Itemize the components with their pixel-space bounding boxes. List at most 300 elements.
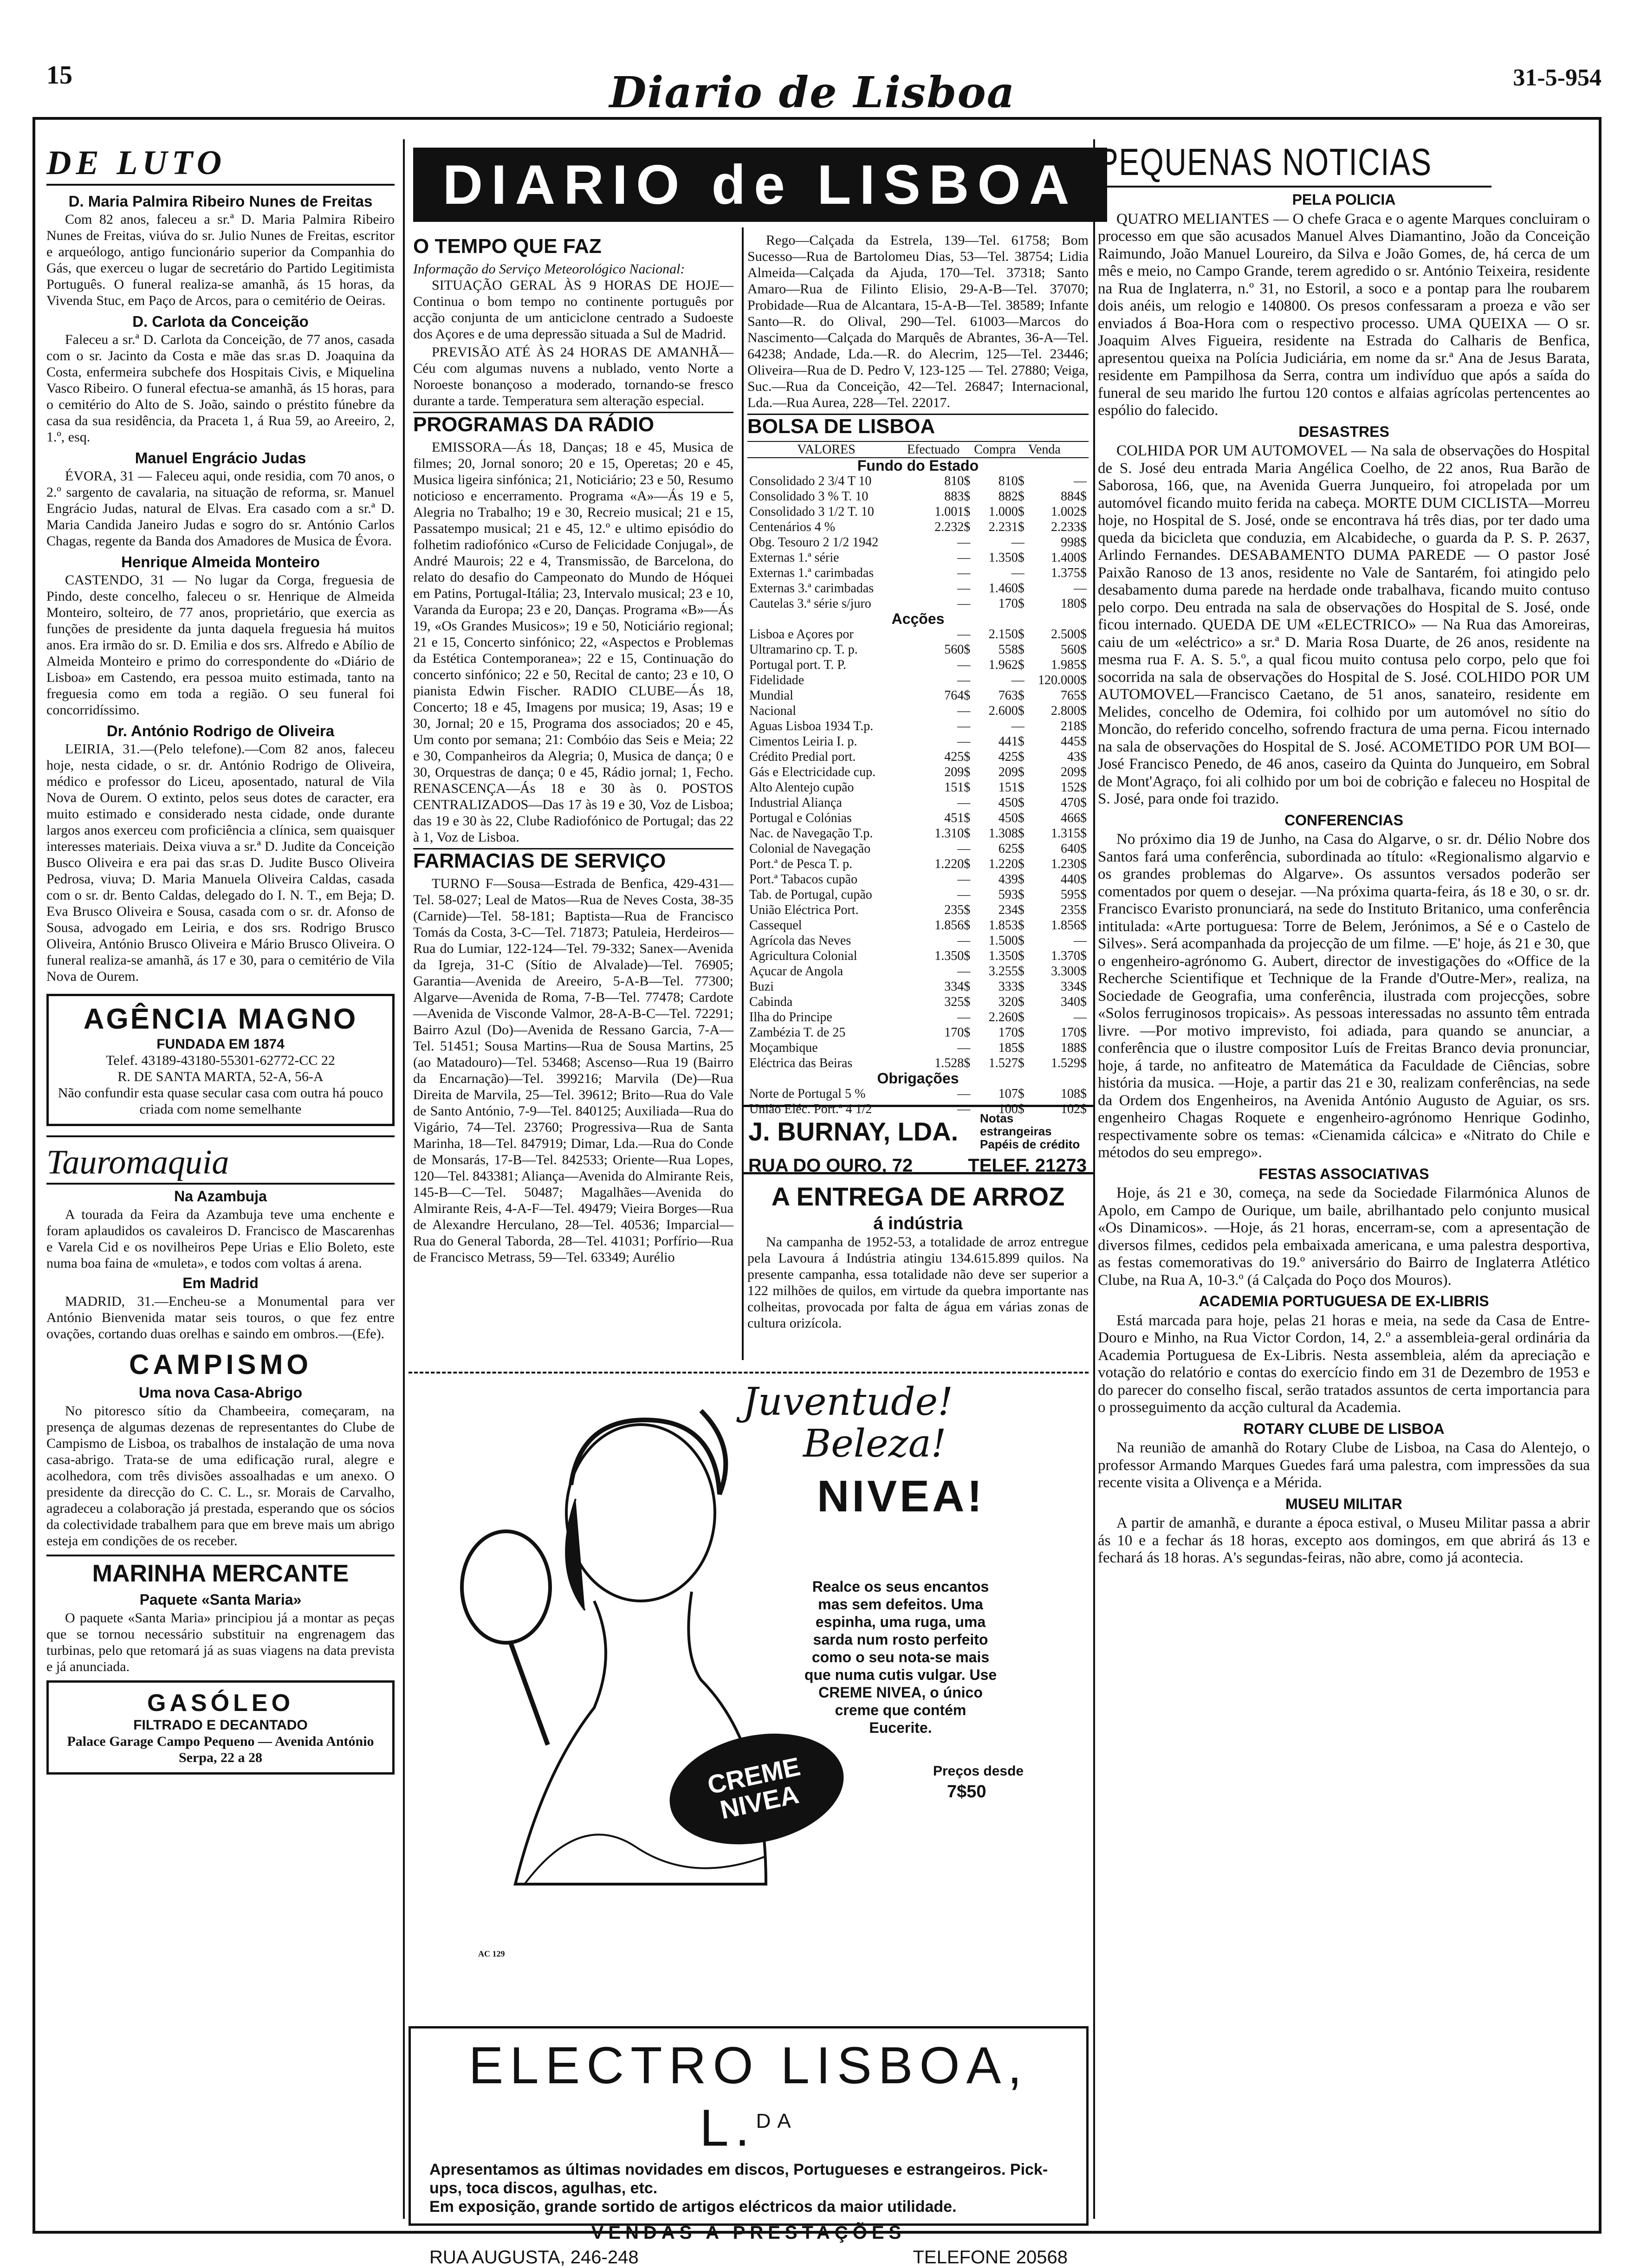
section-heading: PEQUENAS NOTICIAS (1098, 139, 1491, 188)
price-cell: 2.500$ (1051, 627, 1087, 642)
table-row (747, 1010, 1089, 1025)
price-cell: — (957, 872, 971, 887)
article-text: No próximo dia 19 de Junho, na Casa do Algarve, o sr. dr. Délio Nobre dos Santos fará uma conferência, subordinada ao título: «Regionalismo algarvio e os grandes problemas do Algarve». Os assuntos versados poderão ser comentados por quem o desejar. —Na próxima quarta-feira, ás 18 e 30, o sr. dr. Francisco Evaristo pronunciará, na sede do Instituto Britanico, uma conferência intitulada: «Arte portuguesa: Torre de Belem, Jerónimos, a Sé e o Castelo de Silves». Será acompanhada da projecção de um filme. —E' hoje, ás 21 e 30, que o engenheiro-agrónomo G. Aubert, director de investigações do «Office de la Recherche Scientifique et Technique de la Frande d'Outre-Mer», realiza, na Sociedade de Geografia, uma conferência, ilustrada com projecções, sobre «Solos ferruginosos tropicais». As pessoas interessadas no assunto têm entrada livre. —Por motivo imprevisto, foi adiada, para quando se anunciar, a conferência que o ilustre compositor Luís de Freitas Branco devia pronunciar, hoje, á tarde, no anfiteatro de Matemática da Faculdade de Ciências, sobre história da musica. —Hoje, a partir das 21 e 30, realizam conferências, na sede da Ordem dos Engenheiros, na Avenida António Augusto de Aguiar, os srs. engenheiro Chagas Roquete e engenheiro-agrónomo Henrique Godinho, respectivamente sobre os temas: «Cienamida cálcica» e «Nitrato do Chile e métodos do seu emprego». (1098, 831, 1590, 1161)
bolsa-table (747, 441, 1089, 1117)
price-cell: 1.350$ (988, 551, 1024, 565)
table-row (747, 489, 1089, 504)
column-bolsa (747, 232, 1089, 1117)
price-cell: — (957, 1087, 971, 1101)
article-text: Está marcada para hoje, pelas 21 horas e meia, na sede da Casa de Entre-Douro e Minho, na Rua Victor Cordon, 14, 2.º a assembleia-geral ordinária da Academia Portuguesa de Ex-Libris. Nesta assembleia, além da apreciação e votação do relatório e contas do exercício findo em 31 de Dezembro de 1953 e do parecer do conselho fiscal, serão tratados assuntos de certa importancia para o prosseguimento da acção cultural da Academia. (1098, 1312, 1590, 1416)
article-text: O paquete «Santa Maria» principiou já a montar as peças que se tornou necessário substituir na engrenagem das turbinas, pelo que retomará já as suas viagens na data prevista e já anunciada. (46, 1610, 395, 1674)
price-cell: 439$ (998, 872, 1024, 887)
table-row (747, 719, 1089, 734)
table-row (747, 749, 1089, 765)
price-cell: 151$ (944, 780, 971, 795)
column-header: VALORES (797, 442, 856, 457)
table-row (747, 1086, 1089, 1102)
bolsa-group-header (747, 458, 1089, 473)
security-name: Crédito Predial port. (749, 750, 856, 764)
price-cell: 1.460$ (988, 581, 1024, 596)
security-name: Cimentos Leiria I. p. (749, 734, 857, 749)
price-cell: 2.600$ (988, 704, 1024, 718)
price-cell: 235$ (944, 903, 971, 917)
price-cell: — (957, 1010, 971, 1024)
obituary-name: Manuel Engrácio Judas (135, 449, 306, 467)
burnay-ad (742, 1105, 1093, 1174)
price-cell: 450$ (998, 811, 1024, 825)
obituary-text: Faleceu a sr.ª D. Carlota da Conceição, de 77 anos, casada com o sr. Jacinto da Costa e mãe das sr.as D. Joaquina da Costa, enfermeira subchefe dos Hospitais Civis, e Miquelina Vasco Ribeiro. O funeral efectua-se amanhã, ás 15 horas, para o cemitério do Alto de S. João, saindo o préstito fúnebre da casa da sua residência, da Praceta 1, á Rua 59, ao Areeiro, 2, 1.º, esq. (46, 332, 395, 445)
obituary-text: LEIRIA, 31.—(Pelo telefone).—Com 82 anos, faleceu hoje, nesta cidade, o sr. dr. António Rodrigo de Oliveira, médico e professor do Liceu, aposentado, natural de Vila Nova de Ourem. O extinto, pelos seus dotes de caracter, era muito estimado e considerado nesta cidade, onde durante largos anos exerceu com proficiência a clínica, sem quaisquer interesses materiais. Deixa viuva a sr.ª D. Judite da Conceição Busco Oliveira e era pai das sr.as D. Judite Busco Oliveira Pedrosa, viuva; D. Maria Manuela Oliveira Caldas, casada com o sr. dr. Bento Caldas, delegado do I. N. T., em Beja; D. Eva Brusco Oliveira e Sousa, casada com o sr. dr. Afonso de Sousa, advogado em Leiria, e dos srs. Rodrigo Brusco Oliveira, António Brusco Oliveira e Mário Brusco Oliveira. O funeral realiza-se amanhã, ás 17 e 30, para o cemitério de Vila Nova de Ourem. (46, 741, 395, 984)
obituary-text: CASTENDO, 31 — No lugar da Corga, freguesia de Pindo, deste concelho, faleceu o sr. Henrique de Almeida Monteiro, solteiro, de 77 anos, proprietário, que exercia as funções de presidente da junta daquela freguesia há muitos anos. Era irmão do sr. D. Emilia e dos srs. Alfredo e Abílio de Almeida Monteiro e primo do correspondente do «Diário de Lisboa» em Castendo, era pessoa muito estimada, tanto na freguesia como em toda a região. O seu funeral foi concorridíssimo. (46, 572, 395, 718)
price-cell: 1.350$ (988, 949, 1024, 963)
subheading: á indústria (873, 1214, 963, 1233)
security-name: Colonial de Navegação (749, 842, 871, 856)
section-heading: CAMPISMO (129, 1349, 312, 1380)
price-cell: 765$ (1061, 688, 1087, 703)
article-text: No pitoresco sítio da Chambeeira, começaram, na presença de algumas dezenas de representantes do Clube de Campismo de Lisboa, os trabalhos de instalação de uma nova casa-abrigo. Trata-se de uma edificação rural, alegre e acolhedora, com três divisões assoalhadas e um anexo. O presidente da direcção do C. C. L., sr. Morais de Carvalho, agradeceu a colaboração já prestada, esperando que os sócios da colectividade trabalhem para que em breve mais um abrigo esteja em condições de os receber. (46, 1403, 395, 1549)
article-text: A partir de amanhã, e durante a época estival, o Museu Militar passa a abrir ás 10 e a fechar ás 18 horas, excepto aos domingos, em que abrirá ás 13 e fechará ás 18 horas. A's segundas-feiras, não abre, como já acontecia. (1098, 1515, 1590, 1566)
security-name: Mundial (749, 688, 793, 703)
price-cell: 1.529$ (1051, 1056, 1087, 1070)
price-cell: 180$ (1061, 596, 1087, 611)
issue-date: 31-5-954 (1513, 65, 1602, 91)
security-name: Nacional (749, 704, 797, 718)
obituary-name: Dr. António Rodrigo de Oliveira (106, 722, 335, 739)
column-tempo-radio (413, 232, 733, 1267)
subheading: FESTAS ASSOCIATIVAS (1258, 1165, 1429, 1182)
price-cell: 1.962$ (988, 658, 1024, 672)
price-cell: — (1074, 933, 1087, 948)
price-cell: — (957, 796, 971, 810)
price-cell: 595$ (1061, 888, 1087, 902)
security-name: Fidelidade (749, 673, 804, 687)
price-cell: 1.308$ (988, 826, 1024, 841)
table-row (747, 964, 1089, 979)
security-name: Portugal port. T. P. (749, 658, 846, 672)
tempo-source: Informação do Serviço Meteorológico Nacional: (413, 261, 685, 277)
security-name: Buzi (749, 979, 774, 994)
ad-slogan: Juventude! (743, 1380, 953, 1424)
price-cell: — (957, 566, 971, 580)
article-text: TURNO F—Sousa—Estrada de Benfica, 429-431—Tel. 58-027; Leal de Matos—Rua de Neves Costa, 38-35 (Carnide)—Tel. 58-181; Baptista—Rua de Francisco Tomás da Costa, 3-C—Tel. 71873; Patuleia, Herdeiros—Rua do Lumiar, 122-124—Tel. 79-332; Sanex—Avenida da Igreja, 31-C (Sítio de Alvalade)—Tel. 76905; Garantia—Avenida de Areeiro, 5-A-B—Tel. 77300; Algarve—Avenida de Roma, 7-B—Tel. 77478; Cardote—Avenida de Visconde Valmor, 28-A-B-C—Tel. 72291; Bairro Azul (Do)—Avenida de Ressano Garcia, 7-A—Tel. 51451; Sousa Martins—Rua de Sousa Martins, 25 (ao Matadouro)—Tel. 53468; Ascenso—Rua 19 (Bairro da Encarnação)—Tel. 399216; Marvila (De)—Rua Direita de Marvila, 25—Tel. 39612; Brito—Rua do Vale de Santo António, 7-9—Tel. 840125; Auxiliada—Rua do Vigário, 74—Tel. 23760; Progressiva—Rua de Santa Marinha, 18—Tel. 847919; Dimar, Lda.—Rua do Conde de Monsarás, 17-B—Tel. 842533; Oriente—Rua Lopes, 120—Tel. 843381; Aliança—Avenida do Almirante Reis, 145-B—C—Tel. 50487; Magalhães—Avenida do Almirante Reis, 4-A-F—Tel. 49479; Vieira Borges—Rua de Alexandre Herculano, 28—Tel. 40536; Imparcial—Rua do General Taborda, 28—Tel. 41031; Porfírio—Rua de Francisco Metrass, 59—Tel. 63349; Aurélio (413, 876, 733, 1265)
security-name: Consolidado 3 % T. 10 (749, 489, 869, 504)
price-cell: 2.231$ (988, 520, 1024, 534)
security-name: Port.ª Tabacos cupão (749, 872, 858, 887)
security-name: Moçambique (749, 1041, 818, 1055)
price-cell: 170$ (1061, 1025, 1087, 1040)
price-cell: — (1011, 673, 1024, 687)
price-cell: — (1011, 535, 1024, 550)
price-cell: 234$ (998, 903, 1024, 917)
obituary-name: D. Maria Palmira Ribeiro Nunes de Freitas (68, 193, 373, 210)
group-title: Obrigações (877, 1070, 959, 1087)
price-cell: 1.370$ (1051, 949, 1087, 963)
price-cell: 1.315$ (1051, 826, 1087, 841)
price-cell: 100$ (998, 1102, 1024, 1116)
subheading: Em Madrid (182, 1275, 259, 1291)
security-name: Zambézia T. de 25 (749, 1025, 846, 1040)
article-text: SITUAÇÃO GERAL ÀS 9 HORAS DE HOJE—Continua o bom tempo no continente português por acção conjunta de um anticiclone centrado a Sudoeste dos Açores e de uma depressão situada a Sul de Madrid. (413, 278, 733, 342)
ad-phone: Telef. 43189-43180-55301-62772-CC 22 (106, 1053, 335, 1068)
table-row (747, 642, 1089, 657)
table-row (747, 902, 1089, 918)
price-cell: — (957, 719, 971, 733)
bolsa-group-header (747, 1071, 1089, 1086)
price-cell: — (1011, 566, 1024, 580)
ad-slogan: VENDAS A PRESTAÇÕES (591, 2223, 906, 2243)
security-name: Eléctrica das Beiras (749, 1056, 853, 1070)
divider (46, 1135, 395, 1137)
price-cell: 1.220$ (988, 857, 1024, 871)
agencia-magno-ad (46, 994, 395, 1126)
price-cell: 170$ (998, 596, 1024, 611)
price-cell: 593$ (998, 888, 1024, 902)
ad-phone: TELEFONE 20568 (913, 2247, 1068, 2268)
table-row (747, 519, 1089, 535)
ad-title: J. BURNAY, LDA. (748, 1116, 959, 1146)
price-cell: 451$ (944, 811, 971, 825)
article-text: Na reunião de amanhã do Rotary Clube de Lisboa, na Casa do Alentejo, o professor Armando Marques Guedes fará uma palestra, com impressões da sua recente visita a Olivença e a Mérida. (1098, 1439, 1590, 1491)
security-name: União Eléctrica Port. (749, 903, 859, 917)
security-name: Nac. de Navegação T.p. (749, 826, 873, 841)
table-row (747, 780, 1089, 795)
price-cell: 108$ (1061, 1087, 1087, 1101)
subheading: ROTARY CLUBE DE LISBOA (1243, 1420, 1445, 1437)
section-heading: Tauromaquia (46, 1142, 395, 1185)
electro-lisboa-ad (408, 2026, 1089, 2268)
security-name: Cabinda (749, 995, 793, 1009)
table-row (747, 826, 1089, 841)
ad-title: AGÊNCIA MAGNO (83, 1003, 358, 1035)
price-cell: 450$ (998, 796, 1024, 810)
woman-illustration (441, 1392, 794, 2019)
price-cell: 2.800$ (1051, 704, 1087, 718)
subheading: Uma nova Casa-Abrigo (138, 1384, 303, 1401)
price-cell: 209$ (998, 765, 1024, 779)
subheading: DESASTRES (1298, 423, 1389, 440)
price-cell: — (957, 1041, 971, 1055)
subheading: MUSEU MILITAR (1285, 1495, 1402, 1512)
price-cell: 1.220$ (934, 857, 971, 871)
ad-note: Não confundir esta quase secular casa com outra há pouco criada com nome semelhante (58, 1085, 383, 1117)
price-cell: — (1074, 1010, 1087, 1024)
security-name: Cautelas 3.ª série s/juro (749, 596, 871, 611)
table-row (747, 504, 1089, 519)
table-row (747, 565, 1089, 581)
group-title: Acções (891, 610, 945, 627)
price-cell: 440$ (1061, 872, 1087, 887)
price-cell: 3.255$ (988, 964, 1024, 978)
table-row (747, 979, 1089, 994)
page-number: 15 (46, 61, 72, 90)
security-name: Açucar de Angola (749, 964, 843, 978)
column-rule (742, 227, 744, 1360)
security-name: Externas 1.ª carimbadas (749, 566, 874, 580)
price-cell: 470$ (1061, 796, 1087, 810)
security-name: Consolidado 3 1/2 T. 10 (749, 505, 874, 519)
price-cell: — (1011, 719, 1024, 733)
arroz-article (747, 1181, 1089, 1333)
price-cell: 120.000$ (1038, 673, 1087, 687)
ad-code: AC 129 (478, 1949, 505, 1958)
security-name: Alto Alentejo cupão (749, 780, 854, 795)
table-row (747, 765, 1089, 780)
section-heading: FARMACIAS DE SERVIÇO (413, 848, 733, 873)
price-cell: 170$ (998, 1025, 1024, 1040)
ad-tagline: Notas estrangeiras Papéis de crédito (980, 1111, 1080, 1151)
security-name: Agricultura Colonial (749, 949, 857, 963)
price-cell: — (1074, 581, 1087, 596)
security-name: Industrial Aliança (749, 796, 842, 810)
price-cell: 235$ (1061, 903, 1087, 917)
security-name: Obg. Tesouro 2 1/2 1942 (749, 535, 879, 550)
table-row (747, 795, 1089, 810)
price-cell: 1.985$ (1051, 658, 1087, 672)
price-cell: 209$ (944, 765, 971, 779)
price-cell: 558$ (998, 642, 1024, 657)
ad-copy: Apresentamos as últimas novidades em discos, Portugueses e estrangeiros. Pick-ups, toca discos, agulhas, etc. (429, 2161, 1048, 2197)
section-heading: DE LUTO (46, 142, 395, 186)
column-header: Venda (1028, 442, 1061, 457)
price-cell: 441$ (998, 734, 1024, 749)
security-name: Aguas Lisboa 1934 T.p. (749, 719, 874, 733)
price-cell: 2.232$ (934, 520, 971, 534)
price-cell: 1.001$ (934, 505, 971, 519)
price-cell: 334$ (1061, 979, 1087, 994)
subheading: CONFERENCIAS (1284, 811, 1403, 829)
price-cell: 1.000$ (988, 505, 1024, 519)
price-cell: 1.853$ (988, 918, 1024, 933)
price-cell: 560$ (944, 642, 971, 657)
column-de-luto (46, 139, 395, 1784)
price-cell: 810$ (998, 474, 1024, 488)
price-cell: — (1074, 474, 1087, 488)
subheading: PELA POLICIA (1292, 191, 1396, 208)
ad-subtitle: FUNDADA EM 1874 (156, 1037, 285, 1052)
section-heading: BOLSA DE LISBOA (747, 414, 1089, 438)
price-cell: 425$ (998, 750, 1024, 764)
price-cell: 1.310$ (934, 826, 971, 841)
price-cell: 640$ (1061, 842, 1087, 856)
price-cell: 218$ (1061, 719, 1087, 733)
column-rule (1093, 139, 1095, 2219)
price-cell: 810$ (944, 474, 971, 488)
price-cell: 320$ (998, 995, 1024, 1009)
article-text: Rego—Calçada da Estrela, 139—Tel. 61758; Bom Sucesso—Rua de Bartolomeu Dias, 53—Tel. 38754; Lidia Almeida—Calçada da Ajuda, 170—Tel. 37318; Santo Amaro—Rua de Filinto Elisio, 29-A-B—Tel. 37070; Probidade—Rua de Alcantara, 15-A-B—Tel. 38589; Infante Santo—R. do Olival, 290—Tel. 61003—Marcos do Nascimento—Calçada do Marquês de Abrantes, 36-A—Tel. 64238; Andade, Lda.—R. do Alecrim, 125—Tel. 23446; Oliveira—Rua de D. Pedro V, 123-125 — Tel. 27880; Veiga, Suc.—Rua da Conceição, 42—Tel. 26847; Internacional, Lda.—Rua Aurea, 228—Tel. 22017. (747, 233, 1089, 410)
security-name: Externas 1.ª série (749, 551, 839, 565)
table-row (747, 933, 1089, 948)
ad-address: Palace Garage Campo Pequeno — Avenida António Serpa, 22 a 28 (67, 1734, 374, 1765)
obituary-name: D. Carlota da Conceição (132, 313, 309, 330)
table-row (747, 703, 1089, 719)
price-cell: 340$ (1061, 995, 1087, 1009)
security-name: Portugal e Colónias (749, 811, 852, 825)
obituary-text: Com 82 anos, faleceu a sr.ª D. Maria Palmira Ribeiro Nunes de Freitas, viúva do sr. Julio Nunes de Freitas, escritor e arqueólogo, antigo funcionário superior da Companhia do Gás, que exerceu o lugar de secretário do Partido Legitimista Português. O funeral realiza-se amanhã, ás 15 horas, da Vivenda Stuc, em Paço de Arcos, para o cemitério de Oeiras. (46, 212, 395, 308)
price-cell: 1.527$ (988, 1056, 1024, 1070)
table-row (747, 581, 1089, 596)
ad-title: GASÓLEO (147, 1690, 294, 1717)
section-heading: A ENTREGA DE ARROZ (771, 1182, 1065, 1211)
obituary-name: Henrique Almeida Monteiro (121, 553, 320, 570)
price-cell: 2.260$ (988, 1010, 1024, 1024)
article-text: MADRID, 31.—Encheu-se a Monumental para ver António Bienvenida matar seis touros, o que fez entre ovações, cortando duas orelhas e saindo em ombros.—(Efe). (46, 1294, 395, 1341)
bolsa-body (747, 458, 1089, 1117)
price-cell: 3.300$ (1051, 964, 1087, 978)
price-cell: 1.400$ (1051, 551, 1087, 565)
security-name: Externas 3.ª carimbadas (749, 581, 874, 596)
ad-phone: TELEF. 21273 (968, 1155, 1087, 1176)
table-row (747, 657, 1089, 673)
price-cell: 1.856$ (1051, 918, 1087, 933)
table-row (747, 948, 1089, 964)
table-row (747, 688, 1089, 703)
nivea-ad (408, 1372, 1089, 2022)
article-text: A tourada da Feira da Azambuja teve uma enchente e foram aplaudidos os cavaleiros D. Francisco de Mascarenhas e Varela Cid e os novilheiros Pepe Urias e Elio Boleto, este numa boa faina de «muleta», e todos com voltas á arena. (46, 1207, 395, 1271)
price-cell: 883$ (944, 489, 971, 504)
security-name: Ultramarino cp. T. p. (749, 642, 858, 657)
price-cell: 325$ (944, 995, 971, 1009)
security-name: Port.ª de Pesca T. p. (749, 857, 853, 871)
price-cell: — (957, 1102, 971, 1116)
group-title: Fundo do Estado (857, 457, 979, 474)
security-name: Tab. de Portugal, cupão (749, 888, 872, 902)
security-name: Consolidado 2 3/4 T 10 (749, 474, 872, 488)
price-cell: — (957, 673, 971, 687)
price-cell: — (957, 658, 971, 672)
column-header: Efectuado (907, 442, 960, 457)
price-cell: — (957, 888, 971, 902)
ad-slogan: Beleza! (803, 1422, 947, 1466)
price-cell: 560$ (1061, 642, 1087, 657)
price-cell: 1.002$ (1051, 505, 1087, 519)
ad-title-suffix: DA (756, 2110, 798, 2132)
price-cell: — (957, 535, 971, 550)
table-row (747, 627, 1089, 642)
table-row (747, 1056, 1089, 1071)
table-row (747, 596, 1089, 611)
price-cell: 1.350$ (934, 949, 971, 963)
price-cell: — (957, 704, 971, 718)
section-heading: MARINHA MERCANTE (46, 1555, 395, 1588)
table-row (747, 887, 1089, 902)
price-cell: — (957, 734, 971, 749)
ad-address: RUA AUGUSTA, 246-248 (429, 2247, 639, 2268)
article-text: PREVISÃO ATÉ ÀS 24 HORAS DE AMANHÃ—Céu com algumas nuvens a nublado, vento Norte a Noroeste bonançoso a moderado, tornando-se fresco durante a tarde. Temperatura sem alteração especial. (413, 344, 733, 408)
price-cell: — (957, 842, 971, 856)
article-text: QUATRO MELIANTES — O chefe Graca e o agente Marques concluiram o processo em que são acusados Manuel Alves Diamantino, João da Conceição Raimundo, João Manuel Loureiro, da Silva e João Gomes, de, há cerca de um mês e meio, no Campo Grande, terem agredido o sr. António Teixeira, residente na Rua de Inglaterra, n.º 31, no Estoril, a soco e a pontap para lhe roubarem dois anéis, um relogio e 140800. Os presos confessaram a proeza e vão ser enviados á Boa-Hora com o respectivo processo. UMA QUEIXA — O sr. Joaquim Alves Figueira, residente na Estrada do Calharis de Benfica, apresentou queixa na Polícia Judiciária, em nome da sr.ª Ana de Jesus Barata, residente em Pampilhosa da Serra, contra um indivíduo que após a saída do funeral de seu marido lhe furtou 120 contos e alfaias agrícolas pertencentes ao espólio do falecido. (1098, 210, 1590, 419)
ad-brand: NIVEA! (817, 1471, 985, 1521)
price-cell: 884$ (1061, 489, 1087, 504)
security-name: União Eléc. Port.ª 4 1/2 (749, 1102, 872, 1116)
table-row (747, 1025, 1089, 1040)
price-cell: 334$ (944, 979, 971, 994)
table-row (747, 918, 1089, 933)
security-name: Ilha do Principe (749, 1010, 832, 1024)
table-row (747, 535, 1089, 550)
section-heading: PROGRAMAS DA RÁDIO (413, 412, 733, 436)
price-cell: 107$ (998, 1087, 1024, 1101)
price-cell: 188$ (1061, 1041, 1087, 1055)
column-pequenas-noticias (1098, 139, 1590, 1569)
price-cell: 2.150$ (988, 627, 1024, 642)
gasoleo-ad (46, 1680, 395, 1775)
ad-address: R. DE SANTA MARTA, 52-A, 56-A (117, 1069, 324, 1084)
table-header (747, 441, 1089, 458)
column-rule (403, 139, 405, 2219)
table-row (747, 994, 1089, 1010)
price-cell: 1.856$ (934, 918, 971, 933)
price-cell: 185$ (998, 1041, 1024, 1055)
price-cell: 151$ (998, 780, 1024, 795)
price-cell: 763$ (998, 688, 1024, 703)
price-cell: 466$ (1061, 811, 1087, 825)
table-row (747, 841, 1089, 856)
bolsa-group-header (747, 611, 1089, 627)
table-row (747, 872, 1089, 887)
security-name: Norte de Portugal 5 % (749, 1087, 866, 1101)
ad-address: RUA DO OURO, 72 (748, 1155, 913, 1176)
price-cell: 170$ (944, 1025, 971, 1040)
subheading: Na Azambuja (174, 1188, 267, 1205)
table-row (747, 810, 1089, 826)
price-cell: 102$ (1061, 1102, 1087, 1116)
security-name: Centenários 4 % (749, 520, 836, 534)
security-name: Gás e Electricidade cup. (749, 765, 876, 779)
table-row (747, 473, 1089, 489)
price-cell: — (957, 596, 971, 611)
table-row (747, 734, 1089, 749)
price-cell: 43$ (1067, 750, 1087, 764)
price-cell: 764$ (944, 688, 971, 703)
ad-title: ELECTRO LISBOA, L. (468, 2036, 1029, 2157)
table-row (747, 673, 1089, 688)
price-cell: 152$ (1061, 780, 1087, 795)
price-cell: 882$ (998, 489, 1024, 504)
price-cell: 998$ (1061, 535, 1087, 550)
price-cell: 333$ (998, 979, 1024, 994)
price-cell: 2.233$ (1051, 520, 1087, 534)
price-cell: 209$ (1061, 765, 1087, 779)
article-text: Na campanha de 1952-53, a totalidade de arroz entregue pela Lavoura á Indústria atingiu 134.615.899 quilos. Na presente campanha, essa totalidade não deve ser superior a 122 milhões de quilos, em virtude da quebra importante nas colheitas, provocada por falta de água em várias zonas de cultura orizícola. (747, 1234, 1089, 1331)
price-cell: — (957, 964, 971, 978)
price-cell: 625$ (998, 842, 1024, 856)
price-cell: — (957, 627, 971, 642)
ad-subtitle: FILTRADO E DECANTADO (133, 1717, 308, 1733)
price-label: Preços desde (933, 1763, 1024, 1779)
price-cell: 1.528$ (934, 1056, 971, 1070)
ad-copy: Em exposição, grande sortido de artigos eléctricos da maior utilidade. (429, 2198, 957, 2216)
article-text: EMISSORA—Ás 18, Danças; 18 e 45, Musica de filmes; 20, Jornal sonoro; 20 e 15, Operetas; 20 e 45, Musica ligeira sinfónica; 21, Noticiário; 23 e 50, Resumo noticioso e encerramento. Programa «A»—Ás 19 e 5, Alegria no Trabalho; 19 e 30, Recreio musical; 21 e 15, Passatempo musical; 21 e 45, 12.º e ultimo episódio do folhetim radiofónico «Curso de Felicidade Conjugal», de André Maurois; 22 e 4, Transmissão, de Barcelona, do relato do desafio do Campeonato do Mundo de Hóquei em Patins, Portugal-Itália; 23, Intervalo musical; 23 e 10, Varanda da Europa; 23 e 20, Danças. Programa «B»—Ás 19, «Os Grandes Musicos»; 19 e 50, Noticiário regional; 21 e 15, Concerto sinfónico; 22, «Aspectos e Problemas da Estética Contemporanea»; 22 e 15, Continuação do concerto sinfónico; 22 e 50, Recital de canto; 23 e 10, O pianista Edwin Fischer. RADIO CLUBE—Ás 18, Concerto; 18 e 45, Imagens por musica; 19, Asas; 19 e 30, Jornal; 20 e 15, Programa dos associados; 20 e 45, Um conto por semana; 21: Combóio das Seis e Meia; 22 e 30, Companheiros da Alegria; 0, Musica de dança; 0 e 30, Orquestras de dança; 0 e 45, Rádio jornal; 1, Fecho. RENASCENÇA—Ás 18 e 30 às 0. POSTOS CENTRALIZADOS—Das 17 às 19 e 30, Voz de Lisboa; das 19 e 30 às 22, Clube Radiofónico de Portugal; das 22 à 1, Voz de Lisboa. (413, 440, 733, 845)
price-cell: 425$ (944, 750, 971, 764)
price-cell: 1.230$ (1051, 857, 1087, 871)
article-text: Hoje, ás 21 e 30, começa, na sede da Sociedade Filarmónica Alunos de Apolo, em Campo de Ourique, um baile, abrilhantado pelo conjunto musical «Os Dinamicos». —Hoje, ás 21 horas, encerram-se, com a apresentação de diversos filmes, cedidos pela embaixada americana, e uma palestra desportiva, as festas comemorativas do 19.º aniversário do Bairro de Inglaterra Atlético Clube, na Rua A, 10-3.º (á Calçada do Poço dos Mouros). (1098, 1185, 1590, 1289)
subheading: Paquete «Santa Maria» (139, 1591, 302, 1608)
subheading: ACADEMIA PORTUGUESA DE EX-LIBRIS (1199, 1293, 1489, 1309)
newspaper-banner: DIARIO de LISBOA (413, 148, 1107, 222)
security-name: Agrícola das Neves (749, 933, 851, 948)
price: 7$50 (947, 1782, 986, 1801)
creme-nivea-tin: CREME NIVEA (659, 1718, 854, 1860)
section-heading: O TEMPO QUE FAZ (413, 235, 602, 258)
table-row (747, 856, 1089, 872)
security-name: Cassequel (749, 918, 802, 933)
table-row (747, 550, 1089, 565)
ad-copy: Realce os seus encantos mas sem defeitos. Uma espinha, uma ruga, uma sarda num rosto perfeito como o seu nota-se mais que numa cutis vulgar. Use CREME NIVEA, o único creme que contém Eucerite. (804, 1578, 997, 1736)
article-text: COLHIDA POR UM AUTOMOVEL — Na sala de observações do Hospital de S. José deu entrada Maria Angélica Coelho, de 22 anos, Rua Barão de Saborosa, 166, que, na Avenida Guerra Junqueiro, foi atropelada por um automóvel ficando muito ferida na cabeça. MORTE DUM CICLISTA—Morreu hoje, no Hospital de S. José, onde se encontrava há três dias, por ter dado uma queda da bicicleta que conduzia, em Alcabideche, o guarda da P. S. P. 2637, Arlindo Fernandes. DESABAMENTO DUMA PAREDE — O pastor José Paixão Ranoso de 13 anos, residente no Vale de Santarém, foi atingido pelo desabamento duma parede na herdade onde trabalhava, ficando muito contuso pelo corpo. Deu entrada na sala de observações do Hospital de S. José, onde ficou internado. QUEDA DE UM «ELECTRICO» — Na Rua das Amoreiras, caiu de um «eléctrico» a sr.ª D. Maria Rosa Duarte, de 26 anos, residente na mesma rua F. A. S. 5.º, a qual ficou muito contusa pelo corpo, pelo que foi socorrida na sala de observações do Hospital de S. José. COLHIDO POR UM AUTOMOVEL—Francisco Caetano, de 51 anos, sanateiro, residente em Melides, concelho de Odemira, foi colhido por um automóvel no sítio do Moncão, do referido concelho, sofrendo fractura de uma perna. Ficou internado na sala de observações do Hospital de S. José. ACOMETIDO POR UM BOI—José Francisco Penedo, de 46 anos, caseiro da Quinta do Junqueiro, em Sobral de Mont'Agraço, foi ali colhido por um boi de cobrição e faleceu no Hospital de S. José, para onde foi trazido. (1098, 442, 1590, 807)
column-header: Compra (974, 442, 1016, 457)
price-cell: — (957, 551, 971, 565)
table-row (747, 1040, 1089, 1056)
